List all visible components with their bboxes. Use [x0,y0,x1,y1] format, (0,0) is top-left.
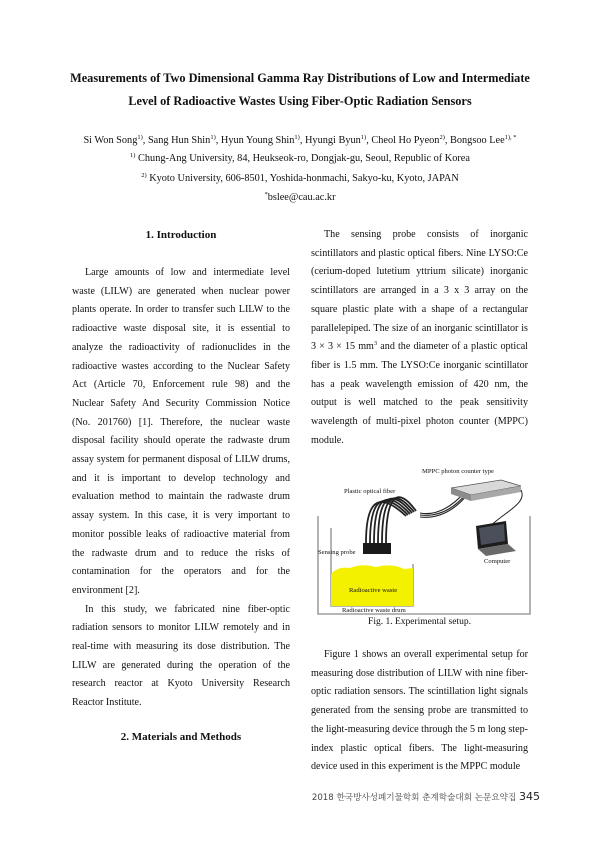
footer-text: 2018 한국방사성폐기물학회 춘계학술대회 논문요약집 [311,793,517,803]
label-drum: Radioactive waste drum [342,607,406,614]
page-footer [300,790,540,803]
label-fiber: Plastic optical fiber [344,488,396,495]
paper-title-line-2: Level of Radioactive Wastes Using Fiber-Optic Radiation Sensors [128,94,472,108]
experimental-setup-figure [316,466,532,616]
author-name: Hyungi Byun [305,135,361,146]
author-list: Si Won Song$^{1)}$, Sang Hun Shin$^{1)}$, Hyun Young Shin$^{1)}$, Hyungi Byun$^{1)}$, Cheol Ho Pyeon$^{2)}$, Bongsoo Lee$^{1), *}$ [83,134,517,146]
author-sup: 1) [210,134,216,141]
paper-title-line-1: Measurements of Two Dimensional Gamma Ray Distributions of Low and Intermediate [70,71,530,85]
author-name: Bongsoo Lee [450,135,505,146]
author-sup: 1) [360,134,367,141]
methods-body-top [311,226,528,450]
page-number: 345 [519,790,540,803]
affiliation-2: $^{2)}$ Kyoto University, 606-8501, Yoshida-honmachi, Sakyo-ku, Kyoto, JAPAN [141,172,459,184]
figure-caption: Fig. 1. Experimental setup. [368,617,471,627]
author-name: Cheol Ho Pyeon [371,135,440,146]
paragraph: In this study, we fabricated nine fiber-optic radiation sensors to monitor LILW remotely and in real-time with measuring its dose distribution. The LILW are generated during the operation of the research reactor at Kyoto University Research Reactor Institute. [72,603,290,709]
author-name: Si Won Song [83,135,138,146]
label-computer: Computer [484,558,511,565]
introduction-body [72,264,290,713]
methods-body-bottom [311,646,528,777]
radioactive-waste-shape [331,565,413,606]
paragraph: Large amounts of low and intermediate level waste (LILW) are generated when nuclear power plants operate. In order to transfer such LILW to the radioactive waste disposal site, it is essential to analyze the radioactivity of radionuclides in the radioactive wastes according to the Nuclear Safety Act (Article 70, Enforcement rule 98) and the Nuclear Safety And Security Commission Notice (No. 201760) [1]. Therefore, the nuclear waste disposal facility should operate the radwaste drum assay system for permanent disposal of LILW drums, and it is important to develop technology and evaluation method to maintain the radwaste drum assay system. In this case, it is very important to monitor possible leaks of radioactive material from the radwaste drum and to reduce the risks of contamination for the operators and for the environment [2]. [72,267,290,596]
mppc-device [451,480,521,501]
author-sup: 1), * [504,134,517,141]
author-sup: 1) [137,134,143,141]
author-sup: 1) [294,134,300,141]
corresponding-email: *bslee@cau.ac.kr [264,191,336,203]
author-name: Hyun Young Shin [220,135,295,146]
paragraph: The sensing probe consists of inorganic scintillators and plastic optical fibers. Nine LYSO:Ce (cerium-doped lutetium yttrium silicate) inorganic scintillators are arranged in a 3 x 3 array on the square plastic plate with a shape of a rectangular parallelepiped. The size of an inorganic scintillator is 3 × 3 × 15 $mm^3$ and the diameter of a plastic optical fiber is 1.5 mm. The LYSO:Ce inorganic scintillator has a peak wavelength emission of 420 nm, the output is well matched to the peak sensitivity wavelength of multi-pixel photon counter (MPPC) module. [311,229,528,446]
label-probe: Sensing probe [318,549,356,556]
section-heading-methods: 2. Materials and Methods [120,731,242,743]
sensing-probe [363,543,391,554]
author-sup: 2) [439,134,445,141]
label-mppc: MPPC photon counter type [422,468,494,475]
label-waste: Radioactive waste [349,587,398,594]
author-name: Sang Hun Shin [147,135,211,146]
paragraph: Figure 1 shows an overall experimental setup for measuring dose distribution of LILW with nine fiber-optic radiation sensors. The scintillation light signals generated from the sensing probe are transmitted to the light-measuring device through the 5 m long step-index plastic optical fibers. The light-measuring device used in this experiment is the MPPC module [311,649,528,773]
section-heading-introduction: 1. Introduction [145,229,217,241]
affiliation-1: $^{1)}$ Chung-Ang University, 84, Heukseok-ro, Dongjak-gu, Seoul, Republic of Korea [130,152,470,164]
